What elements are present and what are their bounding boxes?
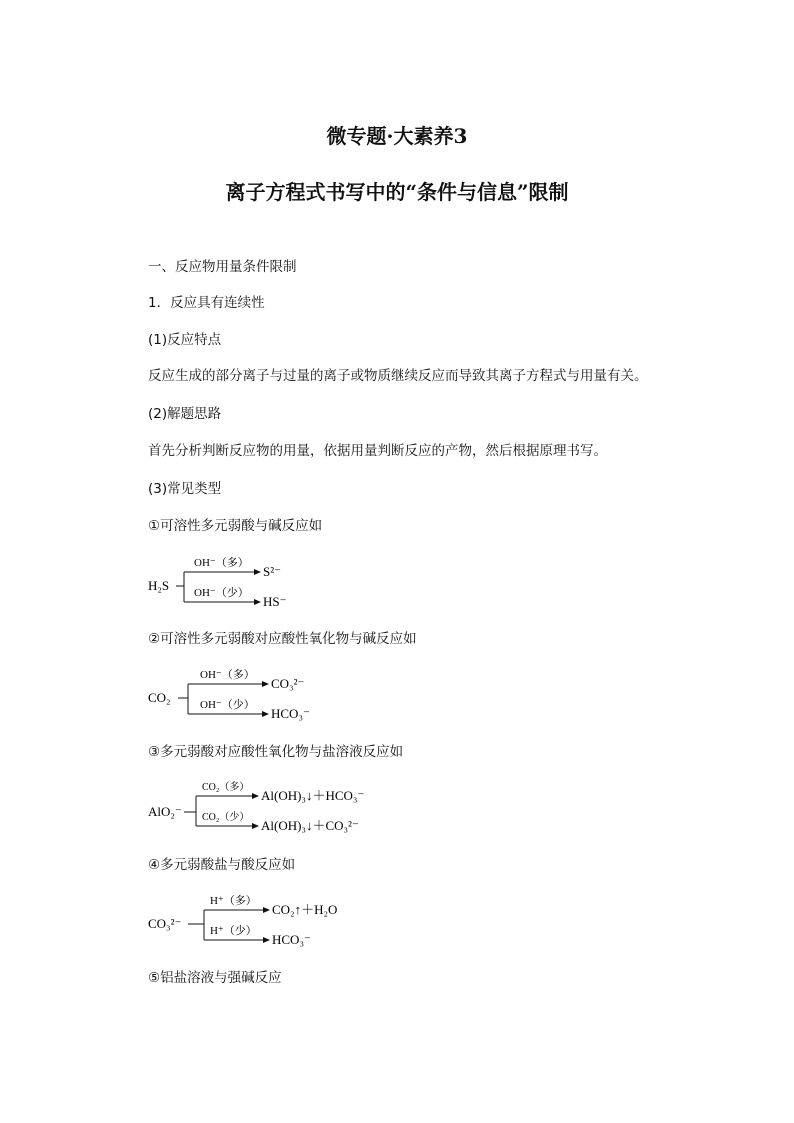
reaction-scheme-1 (146, 550, 346, 612)
scheme4-lower-product: HCO₃⁻ (272, 932, 311, 947)
type-label-2: ②可溶性多元弱酸对应酸性氧化物与碱反应如 (148, 631, 417, 647)
scheme2-upper-condition: OH⁻（多） (200, 669, 255, 681)
scheme2-lower-product: HCO₃⁻ (271, 706, 310, 721)
scheme3-lower-condition: CO₂（少） (202, 812, 250, 823)
reaction-scheme-4 (146, 888, 406, 950)
type-label-1: ①可溶性多元弱酸与碱反应如 (148, 518, 323, 534)
scheme1-reactant: H₂S (148, 578, 170, 593)
point-text-1: 反应生成的部分离子与过量的离子或物质继续反应而导致其离子方程式与用量有关。 (148, 368, 648, 384)
scheme4-upper-condition: H⁺（多） (210, 895, 257, 907)
page-subtitle: 离子方程式书写中的“条件与信息”限制 (225, 180, 569, 204)
point-label-3: (3)常见类型 (148, 481, 222, 497)
scheme2-lower-condition: OH⁻（少） (200, 699, 255, 711)
subsection-heading: 1．反应具有连续性 (148, 295, 265, 311)
reaction-scheme-2 (146, 662, 366, 724)
point-label-2: (2)解题思路 (148, 406, 222, 422)
scheme1-upper-condition: OH⁻（多） (194, 557, 249, 569)
scheme3-upper-condition: CO₂（多） (202, 782, 250, 793)
point-text-2: 首先分析判断反应物的用量，依据用量判断反应的产物，然后根据原理书写。 (148, 443, 607, 459)
reaction-scheme-3 (146, 776, 426, 838)
scheme1-lower-condition: OH⁻（少） (194, 587, 249, 599)
scheme2-upper-product: CO₃²⁻ (271, 676, 305, 691)
scheme3-lower-product: Al(OH)₃↓＋CO₃²⁻ (261, 818, 359, 833)
scheme1-lower-product: HS⁻ (263, 594, 287, 609)
scheme4-upper-product: CO₂↑＋H₂O (272, 902, 338, 917)
scheme3-upper-product: Al(OH)₃↓＋HCO₃⁻ (261, 788, 365, 803)
scheme4-reactant: CO₃²⁻ (148, 916, 182, 931)
point-label-1: (1)反应特点 (148, 332, 222, 348)
page-title: 微专题·大素养3 (326, 124, 468, 148)
type-label-3: ③多元弱酸对应酸性氧化物与盐溶液反应如 (148, 744, 404, 760)
section-heading: 一、反应物用量条件限制 (148, 259, 297, 275)
scheme3-reactant: AlO₂⁻ (148, 804, 182, 819)
scheme1-upper-product: S²⁻ (263, 564, 281, 579)
type-label-4: ④多元弱酸盐与酸反应如 (148, 857, 296, 873)
scheme2-reactant: CO₂ (148, 690, 171, 705)
type-label-5: ⑤铝盐溶液与强碱反应 (148, 970, 282, 986)
scheme4-lower-condition: H⁺（少） (210, 925, 257, 937)
